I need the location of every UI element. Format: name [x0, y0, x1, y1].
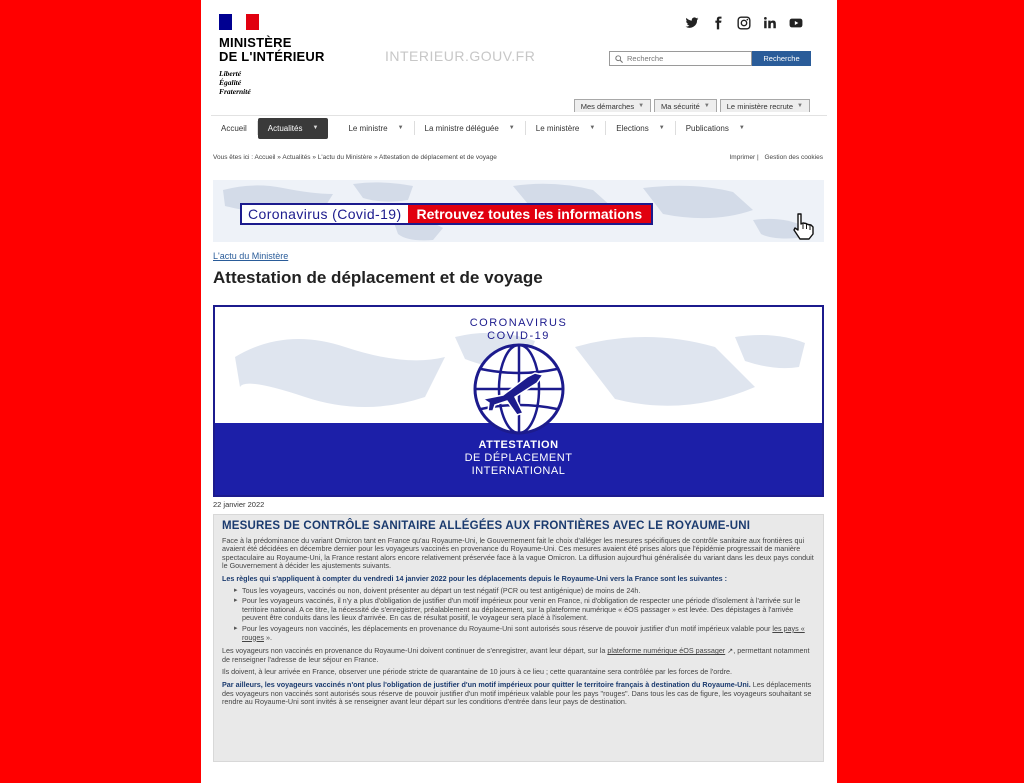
chevron-down-icon: ▼ [638, 103, 645, 109]
main-navigation [211, 115, 827, 140]
motto-liberte: Liberté [219, 69, 242, 78]
chevron-down-icon: ▼ [397, 125, 404, 131]
tab-ma-securite[interactable]: Ma sécurité ▼ [654, 99, 717, 112]
covid-banner[interactable] [213, 180, 824, 242]
social-links [685, 16, 803, 30]
banner-bar [240, 203, 653, 225]
chevron-down-icon: ▼ [589, 125, 596, 131]
cookies-link[interactable]: Gestion des cookies [764, 154, 823, 161]
quick-access-tabs [574, 99, 810, 112]
nav-actualites[interactable]: Actualités ▼ [258, 118, 329, 139]
nav-le-ministere[interactable]: Le ministère ▼ [526, 121, 607, 135]
utility-links: Imprimer | Gestion des cookies [729, 154, 823, 161]
search-input[interactable] [609, 51, 752, 66]
youtube-icon[interactable] [789, 16, 803, 30]
twitter-icon[interactable] [685, 16, 699, 30]
search-bar [609, 51, 811, 66]
globe-airplane-icon [473, 343, 565, 435]
motto-egalite: Égalité [219, 78, 242, 87]
hero-image [213, 305, 824, 497]
chevron-down-icon: ▼ [703, 103, 710, 109]
logo-line1: MINISTÈRE [219, 35, 292, 50]
nav-publications[interactable]: Publications ▼ [685, 123, 745, 133]
search-icon [615, 55, 623, 63]
eos-passager-link[interactable]: plateforme numérique éOS passager [607, 646, 726, 656]
article-heading: MESURES DE CONTRÔLE SANITAIRE ALLÉGÉES AUX FRONTIÈRES AVEC LE ROYAUME-UNI [222, 520, 751, 532]
chevron-down-icon: ▼ [797, 103, 803, 109]
chevron-down-icon: ▼ [738, 125, 745, 131]
chevron-down-icon: ▼ [508, 125, 515, 131]
rules-list [234, 587, 815, 643]
hero-deplacement: DE DÉPLACEMENT [464, 452, 573, 464]
search-placeholder: Recherche [627, 54, 664, 63]
article-para1: Les voyageurs non vaccinés en provenance du Royaume-Uni doivent continuer de s'enregistrer, avant leur départ, sur la plateforme numérique éOS passager ↗, permettant notamment de renseigner l'adresse de leur séjour en France. [222, 646, 810, 664]
list-item: ▸ Pour les voyageurs non vaccinés, les déplacements en provenance du Royaume-Uni sont autorisés sous réserve de pouvoir justifier d'un motif impérieux valable pour les pays « rouges ». [234, 625, 815, 642]
chevron-down-icon: ▼ [312, 125, 319, 131]
search-button[interactable]: Recherche [752, 51, 811, 66]
article-para2: Ils doivent, à leur arrivée en France, observer une période stricte de quarantaine de 10 jours à ce lieu ; cette quarantaine sera contrôlée par les forces de l'ordre. [222, 667, 732, 677]
site-name: INTERIEUR.GOUV.FR [385, 48, 536, 64]
hero-attestation: ATTESTATION [478, 439, 559, 451]
red-countries-link[interactable]: les pays « rouges [242, 623, 805, 642]
sub-bar [213, 154, 823, 161]
nav-accueil[interactable]: Accueil [211, 121, 258, 135]
motto-fraternite: Fraternité [219, 87, 251, 96]
ministry-logo[interactable] [219, 14, 325, 96]
category-link[interactable]: L'actu du Ministère [213, 251, 289, 261]
page [201, 0, 837, 783]
hero-title-line2: COVID-19 [487, 330, 550, 342]
page-title: Attestation de déplacement et de voyage [213, 268, 543, 287]
banner-left-text: Coronavirus (Covid-19) [242, 205, 408, 223]
breadcrumb[interactable]: Vous êtes ici : Accueil » Actualités » L'actu du Ministère » Attestation de déplacement et de voyage [213, 154, 497, 161]
nav-ministre-deleguee[interactable]: La ministre déléguée ▼ [415, 121, 526, 135]
instagram-icon[interactable] [737, 16, 751, 30]
hero-international: INTERNATIONAL [471, 465, 566, 477]
tab-mes-demarches[interactable]: Mes démarches ▼ [574, 99, 651, 112]
pointer-hand-icon [789, 210, 819, 240]
rules-title: Les règles qui s'appliquent à compter du vendredi 14 janvier 2022 pour les déplacements depuis le Royaume-Uni vers la France sont les suivantes : [222, 573, 728, 583]
print-link[interactable]: Imprimer [729, 154, 756, 161]
banner-right-text: Retrouvez toutes les informations [408, 205, 652, 223]
hero-title-line1: CORONAVIRUS [469, 317, 568, 329]
tab-ministere-recrute[interactable]: Le ministère recrute ▼ [720, 99, 810, 112]
nav-le-ministre[interactable]: Le ministre ▼ [338, 121, 414, 135]
marianne-flag-icon [219, 14, 259, 30]
linkedin-icon[interactable] [763, 16, 777, 30]
facebook-icon[interactable] [711, 16, 725, 30]
motto [219, 69, 325, 96]
article-intro: Face à la prédominance du variant Omicron tant en France qu'au Royaume-Uni, le Gouvernement fait le choix d'alléger les mesures spécifiques de contrôle sanitaire aux frontières qui avaient été décidées en décembre dernier pour les voyageurs vaccinés en provenance du Royaume-Uni. Ces mesures avaient été prises alors que l'épidémie progressait de manière spectaculaire au Royaume-Uni, la France restant alors encore relativement préservée face à la vague Omicron. La diffusion aujourd'hui généralisée du variant dans les deux pays conduit le Gouvernement à décider les ajustements suivants. [222, 535, 814, 571]
logo-line2: DE L'INTÉRIEUR [219, 49, 325, 64]
chevron-down-icon: ▼ [658, 125, 665, 131]
article-para3: Par ailleurs, les voyageurs vaccinés n'ont plus l'obligation de justifier d'un motif impérieux pour quitter le territoire français à destination du Royaume-Uni. Les déplacements des voyageurs non vaccinés sont autorisés sous réserve de pouvoir justifier d'un motif impérieux valable pour les pays "rouges". Dans tous les cas de figure, les voyageurs souhaitant se rendre au Royaume-Uni sont invités à se renseigner avant leur départ sur les conditions d'entrée dans leur pays de destination. [222, 679, 812, 707]
article-box [213, 514, 824, 762]
nav-elections[interactable]: Elections ▼ [606, 121, 675, 135]
external-link-icon: ↗ [727, 646, 734, 656]
list-item: ▸ Tous les voyageurs, vaccinés ou non, doivent présenter au départ un test négatif (PCR ou test antigénique) de moins de 24h. [234, 587, 815, 596]
list-item: ▸ Pour les voyageurs vaccinés, il n'y a plus d'obligation de justifier d'un motif impérieux pour venir en France, ni d'obligation de respecter une période d'isolement à l'arrivée sur le territoire national. A ce titre, la nécessité de s'enregistrer, préalablement au déplacement, sur la plateforme numérique « éOS passager » est levée. Des dépistages à l'arrivée peuvent être conduits dans les lieux d'arrivée. En cas de résultat positif, le voyageur sera placé à l'isolement. [234, 597, 815, 623]
publication-date: 22 janvier 2022 [213, 500, 265, 509]
